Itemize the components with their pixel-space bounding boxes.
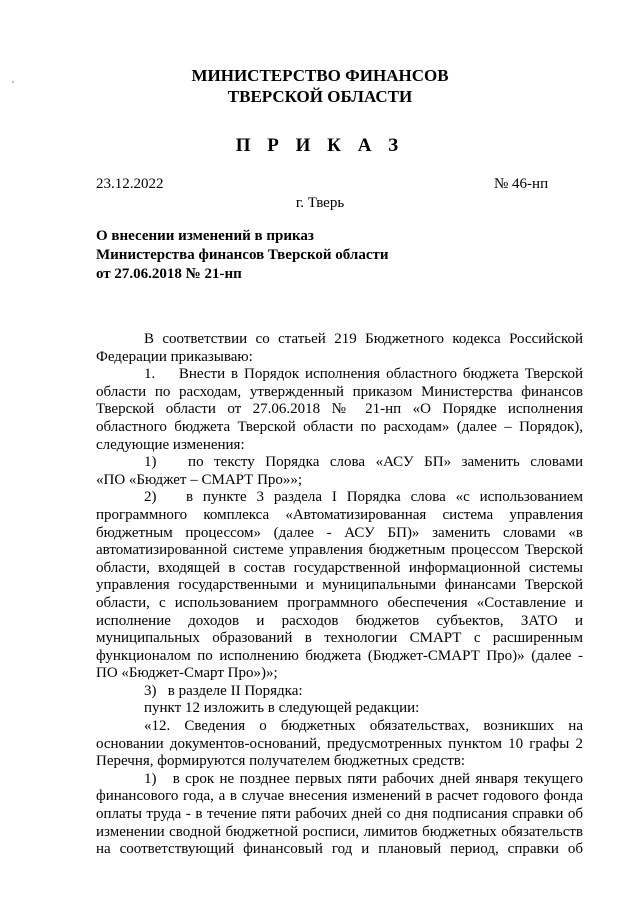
body-line: области по расходам, утвержденный приказом Министерства финансов [96,383,583,400]
body-line: основании документов-оснований, предусмотренных пунктом 10 графы 2 [96,735,583,752]
document-city: г. Тверь [295,195,345,211]
document-date: 23.12.2022 [96,176,164,192]
body-line: 1. Внести в Порядок исполнения областного бюджета Тверской [144,366,583,383]
subject-line: от 27.06.2018 № 21-нп [96,266,242,282]
body-line: Тверской области от 27.06.2018 № 21-нп «О Порядке исполнения [96,401,583,418]
body-line: программного комплекса «Автоматизированная система управления [96,506,583,523]
body-line: следующие изменения: [96,436,245,453]
subject-line: О внесении изменений в приказ [96,228,314,244]
body-line: муниципальных образований в технологии СМАРТ с расширенным [96,630,583,647]
body-line: изменении сводной бюджетной росписи, лимитов бюджетных обязательств [96,823,583,840]
body-line: 3) в разделе II Порядка: [144,682,303,699]
body-line: на соответствующий финансовый год и плановый период, справки об [96,841,583,858]
body-line: бюджетным процессом» (далее - АСУ БП)» заменить словами «в [96,524,583,541]
body-line: пункт 12 изложить в следующей редакции: [144,700,420,717]
document-subject [96,227,396,284]
body-line: «12. Сведения о бюджетных обязательствах, возникших на [144,718,583,735]
body-line: исполнение доходов и расходов бюджетов субъектов, ЗАТО и [96,612,583,629]
body-line: управления государственными и муниципальными финансами Тверской [96,577,583,594]
body-line: области, входящей в состав государственной информационной системы [96,559,583,576]
body-line: «ПО «Бюджет – СМАРТ Про»»; [96,471,303,488]
body-line: 2) в пункте 3 раздела I Порядка слова «с использованием [144,489,583,506]
body-line: области, с использованием программного обеспечения «Составление и [96,594,583,611]
body-line: автоматизированной системе управления бюджетным процессом Тверской [96,542,583,559]
body-line: оплаты труда - в течение пяти рабочих дней со дня подписания справки об [96,806,583,823]
body-line: областного бюджета Тверской области по расходам» (далее – Порядок), [96,418,583,435]
document-body [96,331,583,859]
subject-line: Министерства финансов Тверской области [96,247,389,263]
body-line: финансового года, а в случае внесения изменений в расчет годового фонда [96,788,583,805]
body-line: 1) в срок не позднее первых пяти рабочих дней января текущего [144,770,583,787]
ministry-header-line2: ТВЕРСКОЙ ОБЛАСТИ [227,87,413,106]
body-line: 1) по тексту Порядка слова «АСУ БП» заменить словами [144,454,583,471]
body-line: В соответствии со статьей 219 Бюджетного кодекса Российской [144,331,583,347]
body-line: ПО «Бюджет-Смарт Про»)»; [96,665,278,682]
ministry-header [0,65,640,107]
document-type-title: П Р И К А З [235,135,405,156]
body-line: Перечня, формируются получателем бюджетных средств: [96,753,465,770]
body-line: функционалом по исполнению бюджета (Бюджет-СМАРТ Про)» (далее - [96,647,583,664]
body-line: Федерации приказываю: [96,348,253,365]
document-number: № 46-нп [494,176,549,192]
ministry-header-line1: МИНИСТЕРСТВО ФИНАНСОВ [191,66,449,85]
